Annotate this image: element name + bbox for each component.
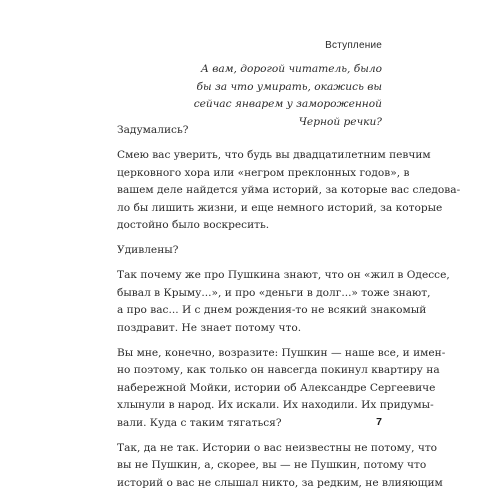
text-line: бывал в Крыму...», и про «деньги в долг...» тоже знают, (117, 286, 431, 299)
body-text (117, 122, 461, 500)
page-number: 7 (376, 416, 382, 428)
epigraph-line: сейчас январем у замороженной (193, 98, 382, 111)
paragraph (117, 267, 450, 337)
text-line: Так, да не так. Истории о вас неизвестны не потому, что (117, 441, 438, 454)
epigraph-line: Черной речки? (298, 115, 382, 128)
text-line: Задумались? (117, 124, 189, 136)
text-line: вали. Куда с таким тягаться? (117, 416, 282, 429)
paragraph (117, 440, 443, 493)
text-line: Так почему же про Пушкина знают, что он «жил в Одессе, (117, 269, 450, 281)
text-line: но поэтому, как только он навсегда покинул квартиру на (117, 364, 440, 376)
text-line: набережной Мойки, истории об Александре Сергеевиче (117, 381, 436, 394)
text-line: ло бы лишить жизни, и еще немного историй, за которые (117, 201, 443, 214)
text-line: поздравит. Не знает потому что. (117, 321, 302, 334)
paragraph (117, 122, 387, 140)
paragraph (117, 147, 461, 235)
paragraph (117, 345, 446, 433)
text-line: достойно было воскресить. (117, 219, 270, 231)
text-line: а про вас... И с днем рождения-то не всякий знакомый (117, 304, 427, 316)
paragraph (117, 242, 387, 260)
text-line: вашем деле найдется уйма историй, за которые вас следова- (117, 184, 461, 196)
text-line: Вы мне, конечно, возразите: Пушкин — наше все, и имен- (117, 346, 446, 359)
text-line: Удивлены? (117, 244, 179, 256)
epigraph-line: А вам, дорогой читатель, было (200, 63, 382, 75)
text-line: церковного хора или «негром преклонных годов», в (117, 166, 410, 179)
text-line: историй о вас не слышал никто, за редким, не влияющим (117, 476, 443, 489)
text-line: Смею вас уверить, что будь вы двадцатилетним певчим (117, 149, 431, 161)
text-line: вы не Пушкин, а, скорее, вы — не Пушкин, потому что (117, 459, 427, 471)
text-line: хлынули в народ. Их искали. Их находили. Их придумы- (117, 399, 434, 411)
epigraph-line: бы за что умирать, окажись вы (196, 80, 382, 93)
running-head: Вступление (325, 40, 382, 51)
epigraph (182, 61, 382, 131)
